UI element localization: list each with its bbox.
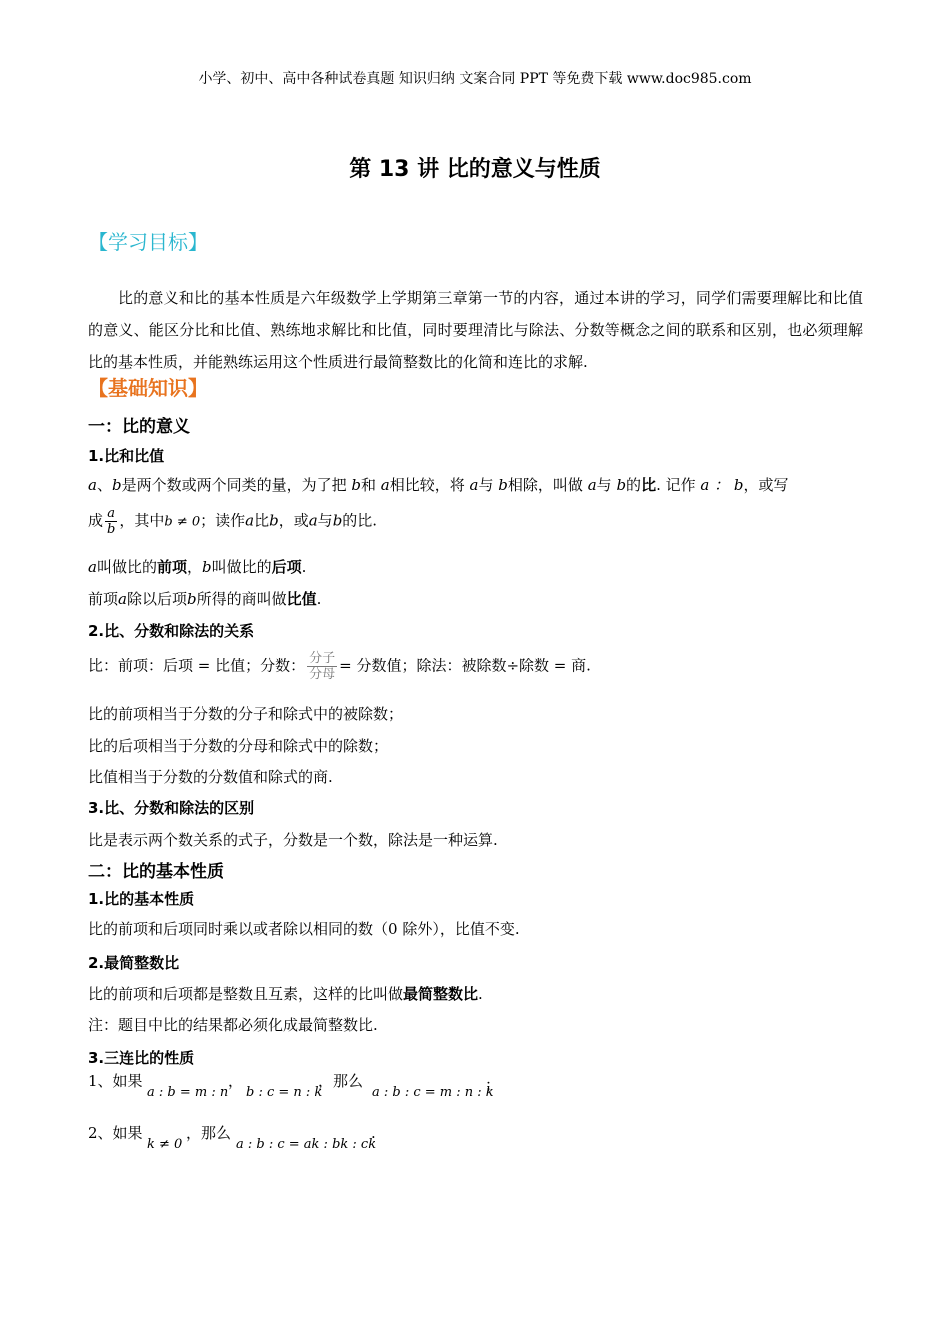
var: a [308,511,318,530]
numerator: 分子 [309,651,336,666]
text: . [371,1124,376,1142]
part2-s1-heading: 1.比的基本性质 [88,890,195,908]
text: ，那么 [318,1072,364,1090]
text: . [301,558,307,576]
text: 的比. [342,511,378,530]
text: ， [186,558,202,576]
var: a [469,476,479,494]
fraction-a-over-b [105,506,117,537]
text: 相除，叫做 [507,476,583,494]
text: ，那么 [186,1124,232,1142]
text: 与 [596,476,612,494]
note-line: 注：题目中比的结果都必须化成最简整数比. [88,1016,378,1034]
var: a [88,476,97,494]
part2-s3-heading: 3.三连比的性质 [88,1049,195,1067]
text: . 记作 [656,476,696,494]
simplest-ratio-line [88,983,483,1004]
term-back: 后项 [271,558,302,576]
text: 除以后项 [126,590,187,608]
learning-goals-heading: 【学习目标】 [88,230,208,254]
text: ， [228,1072,244,1090]
front-back-term-line [88,556,306,577]
text: 成 [88,511,104,530]
term-ratio-value: 比值 [286,590,317,608]
var: b [351,476,361,494]
text: 是两个数或两个同类的量，为了把 [121,476,347,494]
text: ；读作 [200,511,246,530]
text: = 分数值；除法：被除数÷除数 = 商. [339,656,591,675]
var: b [616,476,627,494]
relation-value-line: 比值相当于分数的分数值和除式的商. [88,768,333,786]
var: a [88,558,97,576]
var: a [587,476,597,494]
part1-s2-heading: 2.比、分数和除法的关系 [88,622,255,640]
text: . [316,590,322,608]
term-simplest-ratio: 最简整数比 [403,985,479,1003]
ratio-value-line [88,588,321,609]
text: 比 [254,511,270,530]
ratio-notation: a ： b [700,476,744,494]
text: 1、如果 [88,1072,143,1090]
part2-s2-heading: 2.最简整数比 [88,954,180,972]
text: 叫做比的 [211,558,272,576]
intro-paragraph: 比的意义和比的基本性质是六年级数学上学期第三章第一节的内容，通过本讲的学习，同学们需要理解比和比值的意义、能区分比和比值、熟练地求解比和比值，同时要理清比与除法、分数等概念之间的联系和区别，也必须理解比的基本性质，并能熟练运用这个性质进行最简整数比的化简和连比的求解. [88,289,863,371]
text: 与 [317,511,333,530]
text: ，其中 [119,511,165,530]
var: b [111,476,122,494]
text: 2、如果 [88,1124,143,1142]
formula-a-b-m-n: a : b = m : n [147,1085,229,1100]
var: b [332,511,343,530]
ratio-definition-line2 [88,506,377,537]
part1-s3-heading: 3.比、分数和除法的区别 [88,799,255,817]
part1-heading: 一：比的意义 [88,417,190,437]
basic-property-line: 比的前项和后项同时乘以或者除以相同的数（0 除外），比值不变. [88,920,520,938]
formula-b-c-n-k: b : c = n : k [246,1085,323,1100]
denominator: 分母 [309,667,336,682]
basic-knowledge-heading: 【基础知识】 [88,376,208,400]
formula-a-b-c-m-n-k: a : b : c = m : n : k [372,1085,494,1100]
text: 叫做比的 [96,558,157,576]
text: 与 [478,476,494,494]
text: 前项 [88,590,119,608]
text: ，或写 [743,476,789,494]
text: ，或 [278,511,309,530]
formula-ak-bk-ck: a : b : c = ak : bk : ck [236,1137,377,1152]
part2-heading: 二：比的基本性质 [88,862,224,882]
text: . [478,985,483,1003]
term-ratio: 比 [641,476,657,494]
fraction-numerator-denominator [307,651,337,682]
page-title: 第 13 讲 比的意义与性质 [349,157,601,182]
continued-ratio-item2 [88,1122,143,1143]
formula-k-not-zero: k ≠ 0 [147,1137,183,1152]
text: ； [485,1076,501,1094]
continued-ratio-item1 [88,1070,143,1091]
text: 、 [96,476,112,494]
ratio-definition-line1 [88,474,789,495]
condition-formula: b ≠ 0 [164,514,201,530]
difference-line: 比是表示两个数关系的式子，分数是一个数，除法是一种运算. [88,831,498,849]
var: a [380,476,390,494]
var: a [118,590,127,608]
text: 相比较，将 [389,476,465,494]
var: b [186,590,197,608]
var: b [202,558,212,576]
relation-line [88,651,591,682]
relation-front-line: 比的前项相当于分数的分子和除式中的被除数； [88,705,404,723]
term-front: 前项 [156,558,187,576]
text: 比：前项：后项 = 比值；分数： [88,656,306,675]
relation-back-line: 比的后项相当于分数的分母和除式中的除数； [88,737,389,755]
denominator: b [107,522,116,537]
var: b [498,476,508,494]
text: 比的前项和后项都是整数且互素，这样的比叫做 [88,985,404,1003]
text: 所得的商叫做 [196,590,287,608]
text: 的 [626,476,642,494]
text: 和 [360,476,376,494]
page-header: 小学、初中、高中各种试卷真题 知识归纳 文案合同 PPT 等免费下载 www.doc985.com [198,71,752,87]
part1-s1-heading: 1.比和比值 [88,447,165,465]
numerator: a [105,506,117,522]
var: a [245,511,255,530]
var: b [269,511,279,530]
